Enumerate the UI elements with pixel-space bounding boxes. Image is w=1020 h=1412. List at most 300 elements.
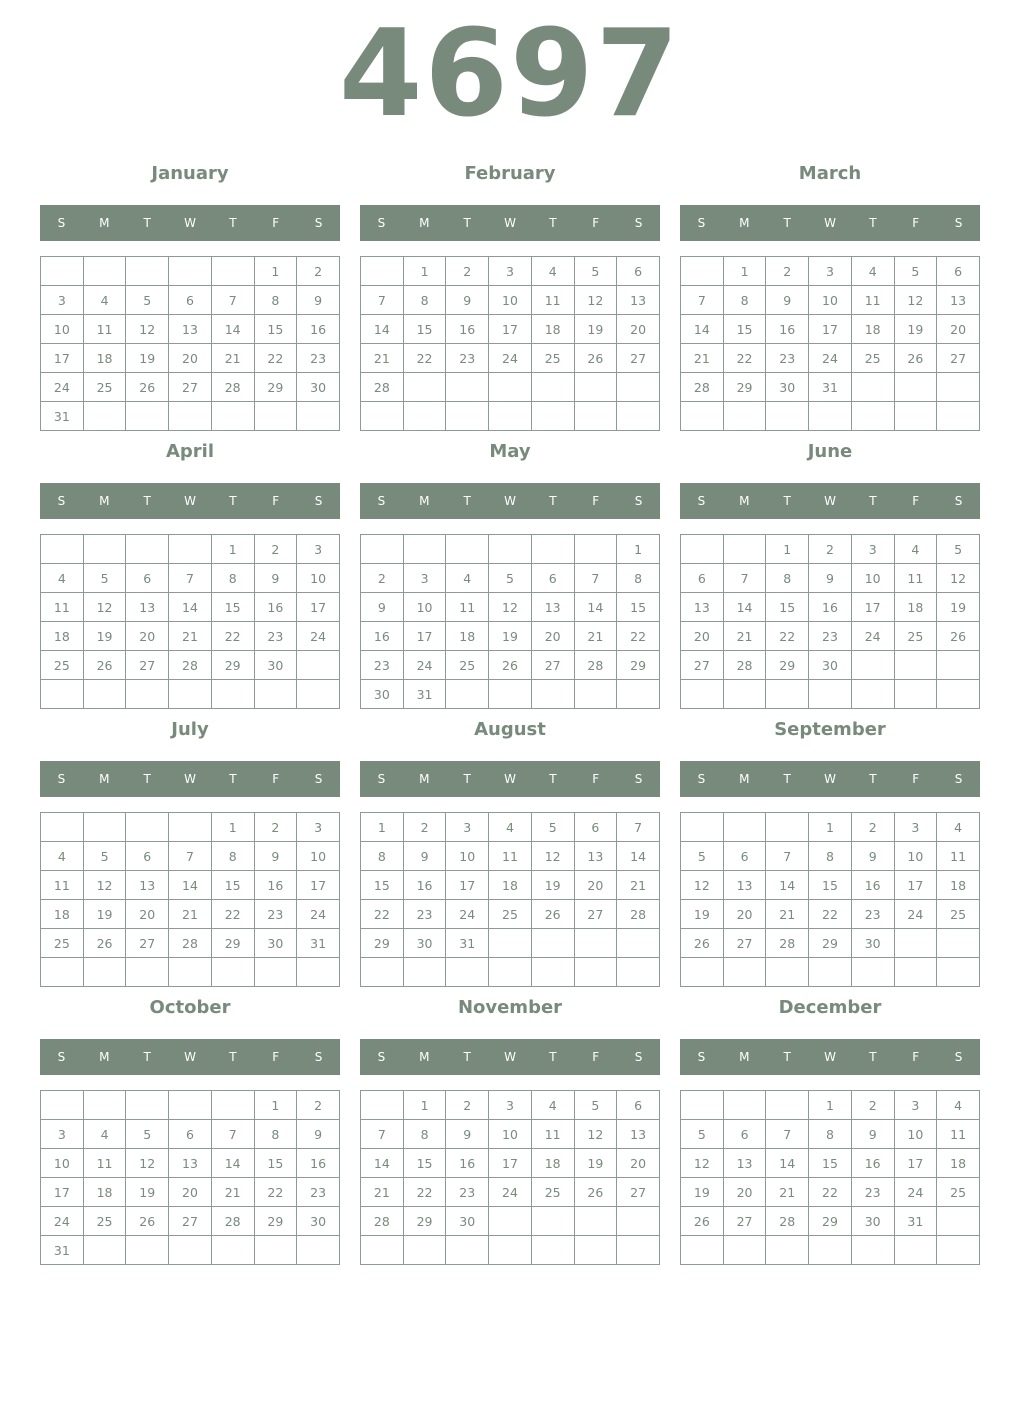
empty-cell [723, 1236, 766, 1265]
day-cell: 17 [297, 593, 340, 622]
day-cell: 1 [723, 257, 766, 286]
weekday-label: W [184, 216, 196, 230]
weekday-header [360, 1039, 660, 1075]
weekday-label: M [419, 216, 430, 230]
week-row [361, 564, 660, 593]
week-row [681, 871, 980, 900]
day-cell: 21 [211, 344, 254, 373]
day-cell: 13 [723, 1149, 766, 1178]
day-cell: 22 [403, 344, 446, 373]
week-row [41, 622, 340, 651]
empty-cell [83, 535, 126, 564]
day-cell: 17 [894, 871, 937, 900]
weekday-label: W [504, 494, 516, 508]
empty-cell [851, 402, 894, 431]
day-cell: 22 [723, 344, 766, 373]
day-cell: 1 [211, 535, 254, 564]
weekday-label: S [954, 1050, 963, 1064]
day-cell: 17 [809, 315, 852, 344]
weekday-label: S [634, 772, 643, 786]
weekday-label: T [869, 216, 877, 230]
day-cell: 16 [851, 871, 894, 900]
day-cell: 28 [361, 373, 404, 402]
empty-cell [937, 373, 980, 402]
day-cell: 3 [489, 257, 532, 286]
empty-cell [766, 1236, 809, 1265]
day-cell: 26 [894, 344, 937, 373]
day-cell: 2 [254, 813, 297, 842]
day-cell: 15 [254, 315, 297, 344]
empty-cell [617, 402, 660, 431]
empty-cell [211, 402, 254, 431]
day-grid [360, 534, 660, 709]
empty-cell [851, 373, 894, 402]
day-grid [40, 534, 340, 709]
weekday-label: S [314, 216, 323, 230]
day-cell: 15 [809, 1149, 852, 1178]
day-cell: 22 [211, 622, 254, 651]
day-cell: 3 [851, 535, 894, 564]
empty-cell [894, 680, 937, 709]
empty-cell [531, 1207, 574, 1236]
day-cell: 17 [489, 1149, 532, 1178]
day-cell: 1 [254, 257, 297, 286]
empty-cell [937, 680, 980, 709]
week-row [681, 1207, 980, 1236]
day-cell: 25 [83, 1207, 126, 1236]
weekday-label: M [739, 1050, 750, 1064]
week-row [361, 1178, 660, 1207]
day-cell: 16 [254, 871, 297, 900]
day-cell: 8 [617, 564, 660, 593]
empty-cell [126, 958, 169, 987]
day-cell: 5 [937, 535, 980, 564]
day-cell: 26 [681, 1207, 724, 1236]
weekday-header [680, 1039, 980, 1075]
day-cell: 4 [531, 257, 574, 286]
weekday-label: S [634, 494, 643, 508]
day-cell: 20 [681, 622, 724, 651]
day-cell: 30 [851, 1207, 894, 1236]
weekday-label: W [824, 772, 836, 786]
weekday-label: S [697, 494, 706, 508]
week-row [361, 1236, 660, 1265]
day-cell: 13 [617, 286, 660, 315]
weekday-label: W [504, 1050, 516, 1064]
empty-cell [574, 373, 617, 402]
day-cell: 18 [937, 1149, 980, 1178]
week-row [41, 900, 340, 929]
day-cell: 22 [403, 1178, 446, 1207]
month-name: September [774, 719, 886, 740]
day-cell: 30 [297, 1207, 340, 1236]
week-row [41, 402, 340, 431]
day-cell: 31 [297, 929, 340, 958]
day-cell: 4 [41, 564, 84, 593]
day-cell: 16 [297, 1149, 340, 1178]
week-row [41, 842, 340, 871]
day-cell: 9 [361, 593, 404, 622]
weekday-label: T [869, 772, 877, 786]
empty-cell [169, 1091, 212, 1120]
weekday-label: T [229, 772, 237, 786]
day-cell: 21 [617, 871, 660, 900]
day-cell: 14 [766, 1149, 809, 1178]
day-cell: 31 [809, 373, 852, 402]
empty-cell [126, 402, 169, 431]
day-cell: 24 [809, 344, 852, 373]
empty-cell [937, 1236, 980, 1265]
day-cell: 26 [574, 1178, 617, 1207]
day-cell: 8 [403, 1120, 446, 1149]
day-cell: 30 [809, 651, 852, 680]
weekday-label: S [377, 494, 386, 508]
day-cell: 5 [574, 1091, 617, 1120]
weekday-label: T [463, 772, 471, 786]
day-cell: 13 [169, 1149, 212, 1178]
day-cell: 6 [126, 564, 169, 593]
empty-cell [489, 535, 532, 564]
day-cell: 4 [83, 1120, 126, 1149]
day-cell: 15 [723, 315, 766, 344]
day-cell: 25 [446, 651, 489, 680]
week-row [361, 402, 660, 431]
day-cell: 19 [681, 900, 724, 929]
day-cell: 21 [361, 344, 404, 373]
day-cell: 20 [169, 344, 212, 373]
day-cell: 19 [894, 315, 937, 344]
day-cell: 15 [403, 1149, 446, 1178]
day-cell: 27 [574, 900, 617, 929]
weekday-label: S [634, 1050, 643, 1064]
empty-cell [937, 402, 980, 431]
day-cell: 20 [574, 871, 617, 900]
weekday-header [360, 761, 660, 797]
week-row [361, 871, 660, 900]
day-cell: 30 [361, 680, 404, 709]
day-cell: 16 [809, 593, 852, 622]
day-cell: 18 [851, 315, 894, 344]
day-cell: 3 [41, 286, 84, 315]
day-cell: 7 [211, 1120, 254, 1149]
day-cell: 12 [937, 564, 980, 593]
empty-cell [41, 1091, 84, 1120]
week-row [41, 315, 340, 344]
day-cell: 6 [617, 1091, 660, 1120]
day-cell: 7 [361, 286, 404, 315]
day-cell: 17 [297, 871, 340, 900]
empty-cell [446, 535, 489, 564]
day-cell: 11 [41, 871, 84, 900]
day-cell: 29 [617, 651, 660, 680]
day-cell: 20 [617, 1149, 660, 1178]
day-cell: 11 [83, 315, 126, 344]
day-cell: 31 [894, 1207, 937, 1236]
empty-cell [851, 1236, 894, 1265]
empty-cell [681, 1091, 724, 1120]
weekday-label: S [377, 1050, 386, 1064]
week-row [681, 535, 980, 564]
day-cell: 14 [681, 315, 724, 344]
day-cell: 17 [489, 315, 532, 344]
day-cell: 27 [723, 929, 766, 958]
week-row [41, 651, 340, 680]
day-cell: 6 [169, 1120, 212, 1149]
empty-cell [489, 373, 532, 402]
empty-cell [211, 257, 254, 286]
empty-cell [83, 1236, 126, 1265]
empty-cell [766, 680, 809, 709]
empty-cell [531, 402, 574, 431]
weekday-label: W [824, 216, 836, 230]
day-cell: 27 [169, 1207, 212, 1236]
empty-cell [937, 958, 980, 987]
day-cell: 12 [894, 286, 937, 315]
day-cell: 6 [126, 842, 169, 871]
day-cell: 5 [894, 257, 937, 286]
month-name: November [457, 997, 563, 1018]
day-cell: 2 [446, 1091, 489, 1120]
day-cell: 24 [894, 1178, 937, 1207]
weekday-label: M [739, 216, 750, 230]
day-cell: 22 [617, 622, 660, 651]
day-cell: 29 [254, 1207, 297, 1236]
empty-cell [126, 1236, 169, 1265]
weekday-label: F [912, 494, 920, 508]
week-row [361, 1091, 660, 1120]
day-cell: 19 [126, 344, 169, 373]
empty-cell [83, 1091, 126, 1120]
weekday-label: S [314, 1050, 323, 1064]
weekday-label: T [869, 494, 877, 508]
day-cell: 27 [531, 651, 574, 680]
week-row [41, 564, 340, 593]
day-cell: 4 [83, 286, 126, 315]
day-cell: 15 [211, 871, 254, 900]
week-row [681, 593, 980, 622]
day-grid [680, 534, 980, 709]
empty-cell [894, 373, 937, 402]
day-cell: 13 [126, 593, 169, 622]
week-row [41, 373, 340, 402]
day-cell: 6 [681, 564, 724, 593]
day-cell: 8 [211, 842, 254, 871]
empty-cell [169, 958, 212, 987]
day-cell: 2 [851, 1091, 894, 1120]
day-cell: 19 [126, 1178, 169, 1207]
day-cell: 1 [766, 535, 809, 564]
weekday-label: T [869, 1050, 877, 1064]
weekday-label: S [314, 772, 323, 786]
day-cell: 11 [937, 842, 980, 871]
day-cell: 26 [681, 929, 724, 958]
weekday-header [40, 205, 340, 241]
day-cell: 1 [809, 813, 852, 842]
empty-cell [297, 958, 340, 987]
week-row [41, 257, 340, 286]
weekday-label: F [272, 494, 280, 508]
week-row [681, 564, 980, 593]
day-cell: 9 [809, 564, 852, 593]
day-cell: 1 [403, 1091, 446, 1120]
empty-cell [681, 257, 724, 286]
week-row [681, 651, 980, 680]
day-cell: 9 [297, 1120, 340, 1149]
day-grid [680, 1090, 980, 1265]
day-cell: 17 [41, 344, 84, 373]
day-cell: 8 [403, 286, 446, 315]
empty-cell [723, 813, 766, 842]
week-row [361, 1120, 660, 1149]
empty-cell [894, 651, 937, 680]
empty-cell [446, 402, 489, 431]
day-cell: 12 [574, 286, 617, 315]
day-cell: 31 [41, 1236, 84, 1265]
empty-cell [617, 929, 660, 958]
day-cell: 25 [894, 622, 937, 651]
day-cell: 19 [83, 900, 126, 929]
day-cell: 9 [254, 842, 297, 871]
day-cell: 12 [83, 593, 126, 622]
day-cell: 11 [531, 286, 574, 315]
day-cell: 3 [894, 1091, 937, 1120]
week-row [41, 958, 340, 987]
empty-cell [361, 958, 404, 987]
empty-cell [446, 1236, 489, 1265]
day-cell: 15 [766, 593, 809, 622]
day-cell: 23 [766, 344, 809, 373]
weekday-label: F [912, 216, 920, 230]
day-grid [680, 812, 980, 987]
weekday-label: F [912, 1050, 920, 1064]
weekday-header [680, 205, 980, 241]
weekday-header [360, 483, 660, 519]
day-cell: 25 [531, 1178, 574, 1207]
empty-cell [254, 402, 297, 431]
day-cell: 29 [766, 651, 809, 680]
day-cell: 16 [766, 315, 809, 344]
day-cell: 3 [489, 1091, 532, 1120]
weekday-label: W [184, 1050, 196, 1064]
day-cell: 14 [169, 871, 212, 900]
day-grid [40, 812, 340, 987]
day-cell: 28 [766, 929, 809, 958]
day-cell: 10 [297, 564, 340, 593]
day-cell: 13 [531, 593, 574, 622]
week-row [361, 622, 660, 651]
weekday-label: M [419, 772, 430, 786]
week-row [361, 1149, 660, 1178]
week-row [361, 286, 660, 315]
empty-cell [83, 257, 126, 286]
empty-cell [937, 651, 980, 680]
week-row [681, 1236, 980, 1265]
day-cell: 25 [41, 651, 84, 680]
empty-cell [809, 402, 852, 431]
day-cell: 5 [489, 564, 532, 593]
week-row [41, 813, 340, 842]
day-cell: 19 [574, 1149, 617, 1178]
day-cell: 20 [937, 315, 980, 344]
day-cell: 6 [574, 813, 617, 842]
day-cell: 14 [617, 842, 660, 871]
day-cell: 17 [403, 622, 446, 651]
weekday-label: T [549, 216, 557, 230]
day-cell: 29 [211, 651, 254, 680]
day-cell: 30 [403, 929, 446, 958]
empty-cell [766, 813, 809, 842]
empty-cell [617, 958, 660, 987]
day-cell: 29 [211, 929, 254, 958]
day-cell: 27 [126, 651, 169, 680]
empty-cell [361, 257, 404, 286]
day-cell: 25 [41, 929, 84, 958]
empty-cell [169, 257, 212, 286]
day-cell: 31 [41, 402, 84, 431]
empty-cell [681, 680, 724, 709]
empty-cell [809, 680, 852, 709]
day-cell: 27 [681, 651, 724, 680]
week-row [41, 593, 340, 622]
day-cell: 26 [574, 344, 617, 373]
day-cell: 1 [211, 813, 254, 842]
day-cell: 12 [489, 593, 532, 622]
week-row [681, 286, 980, 315]
empty-cell [723, 535, 766, 564]
day-cell: 29 [723, 373, 766, 402]
weekday-label: T [143, 216, 151, 230]
day-cell: 18 [83, 1178, 126, 1207]
empty-cell [41, 680, 84, 709]
day-cell: 25 [851, 344, 894, 373]
weekday-label: S [697, 772, 706, 786]
week-row [361, 257, 660, 286]
day-cell: 28 [723, 651, 766, 680]
day-cell: 29 [254, 373, 297, 402]
day-cell: 30 [851, 929, 894, 958]
week-row [41, 344, 340, 373]
day-cell: 22 [809, 1178, 852, 1207]
week-row [681, 1149, 980, 1178]
week-row [681, 1178, 980, 1207]
empty-cell [169, 813, 212, 842]
month-name: May [489, 441, 531, 462]
day-cell: 18 [41, 622, 84, 651]
empty-cell [617, 373, 660, 402]
day-cell: 25 [489, 900, 532, 929]
day-cell: 2 [766, 257, 809, 286]
day-cell: 16 [254, 593, 297, 622]
empty-cell [361, 402, 404, 431]
day-cell: 4 [489, 813, 532, 842]
day-cell: 5 [83, 564, 126, 593]
day-cell: 2 [851, 813, 894, 842]
week-row [681, 315, 980, 344]
day-cell: 7 [723, 564, 766, 593]
day-cell: 11 [489, 842, 532, 871]
weekday-label: M [739, 494, 750, 508]
day-cell: 6 [531, 564, 574, 593]
empty-cell [297, 651, 340, 680]
empty-cell [489, 1236, 532, 1265]
empty-cell [446, 373, 489, 402]
empty-cell [403, 535, 446, 564]
day-cell: 30 [446, 1207, 489, 1236]
day-cell: 14 [723, 593, 766, 622]
empty-cell [41, 535, 84, 564]
empty-cell [211, 1091, 254, 1120]
day-cell: 28 [211, 373, 254, 402]
